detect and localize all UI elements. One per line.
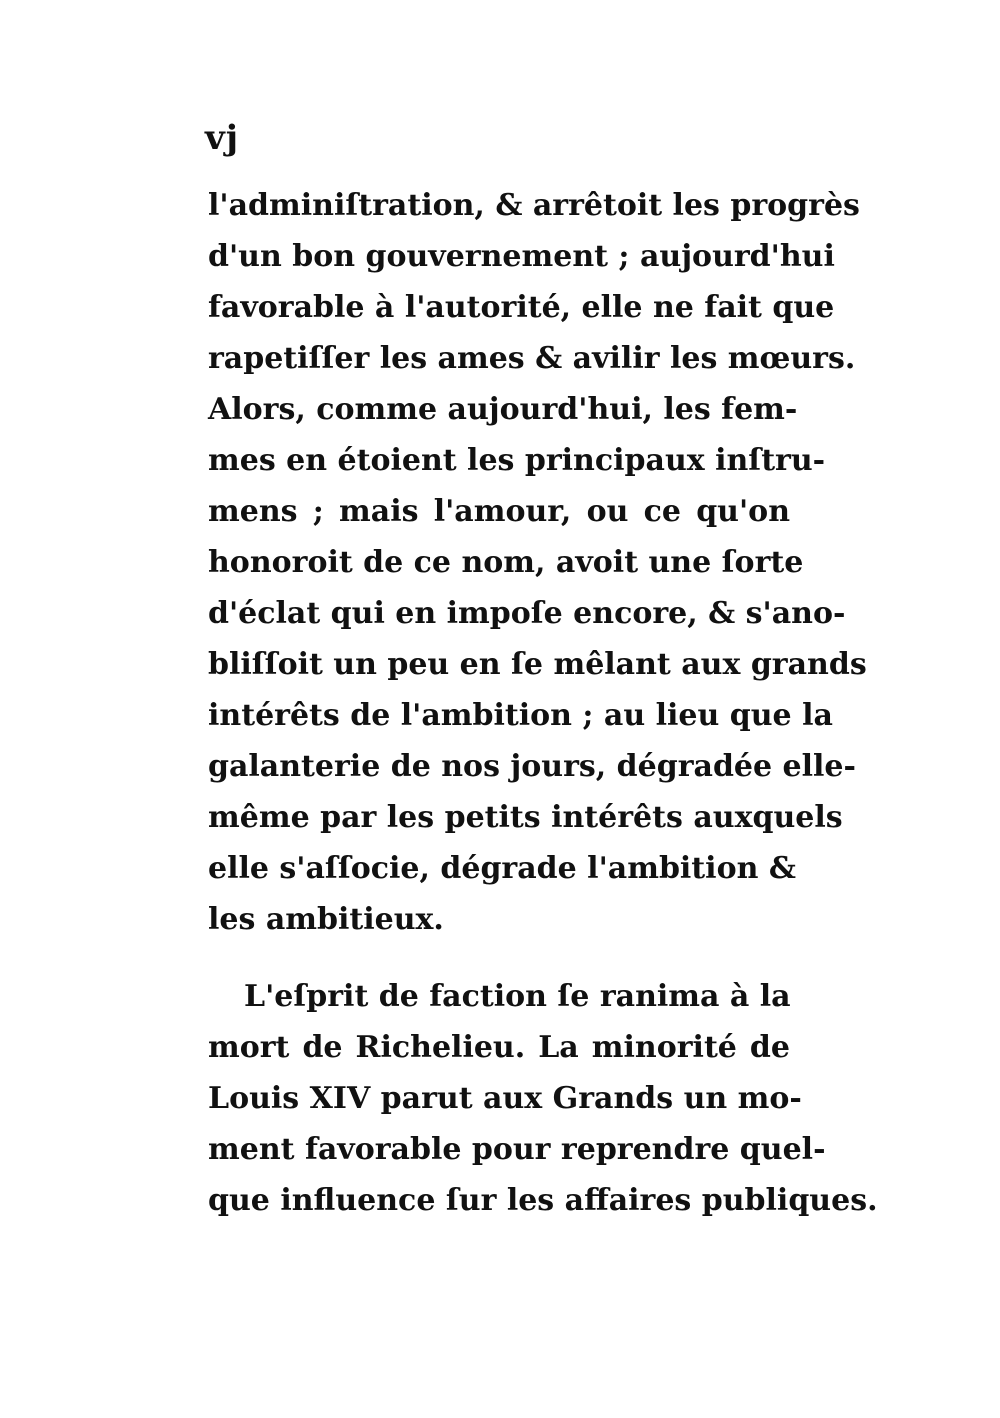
body-text: [208, 180, 878, 1226]
paragraph-spacer: [208, 945, 790, 971]
text-line: bliſſoit un peu en ſe mêlant aux grands: [208, 647, 867, 682]
text-line: même par les petits intérêts auxquels: [208, 800, 843, 835]
text-line: intérêts de l'ambition ; au lieu que la: [208, 698, 833, 733]
text-line: mort de Richelieu. La minorité de: [208, 1030, 790, 1065]
text-line: mens ; mais l'amour, ou ce qu'on: [208, 494, 790, 529]
text-line: mes en étoient les principaux inſtru-: [208, 443, 826, 478]
text-line: Louis XIV parut aux Grands un mo-: [208, 1081, 802, 1116]
text-line: L'eſprit de faction ſe ranima à la: [244, 979, 791, 1014]
text-line: que influence ſur les affaires publiques.: [208, 1183, 878, 1218]
text-line: d'un bon gouvernement ; aujourd'hui: [208, 239, 835, 274]
text-line: ment favorable pour reprendre quel-: [208, 1132, 826, 1167]
text-line: les ambitieux.: [208, 902, 444, 937]
page-number: vj: [205, 118, 240, 158]
text-line: favorable à l'autorité, elle ne fait que: [208, 290, 835, 325]
text-line: honoroit de ce nom, avoit une ſorte: [208, 545, 804, 580]
text-line: rapetiſſer les ames & avilir les mœurs.: [208, 341, 856, 376]
text-line: l'adminiſtration, & arrêtoit les progrès: [208, 188, 860, 223]
text-line: galanterie de nos jours, dégradée elle-: [208, 749, 856, 784]
text-line: elle s'aſſocie, dégrade l'ambition &: [208, 851, 796, 886]
text-line: Alors, comme aujourd'hui, les fem-: [208, 392, 798, 427]
text-line: d'éclat qui en impoſe encore, & s'ano-: [208, 596, 846, 631]
paragraph-1: [208, 180, 867, 945]
paragraph-2: [208, 971, 878, 1226]
